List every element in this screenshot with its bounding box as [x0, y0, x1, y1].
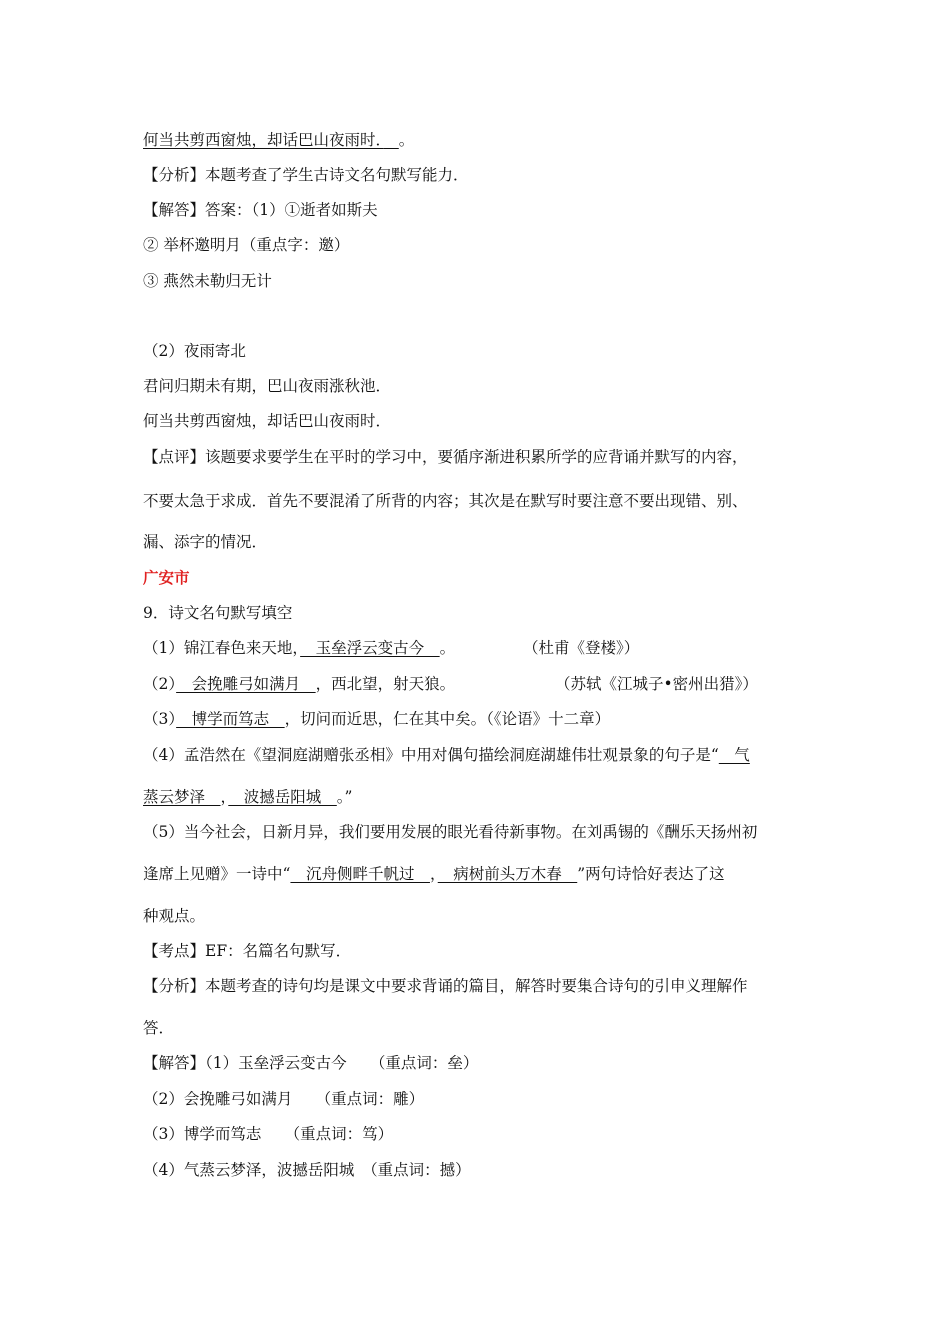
kaodian: 【考点】EF：名篇名句默写．: [143, 942, 352, 960]
question-item-2: （2） 会挽雕弓如满月 ，西北望，射天狼。 （苏轼《江城子•密州出猎》）: [143, 675, 758, 693]
question-item-3: （3） 博学而笃志 ，切问而近思，仁在其中矣。（《论语》十二章）: [143, 710, 611, 728]
prev-solution-line: ③ 燕然未勒归无计: [143, 272, 272, 290]
prev-part2-line: （2）夜雨寄北: [143, 342, 246, 360]
question-item-4-line1: （4）孟浩然在《望洞庭湖赠张丞相》中用对偶句描绘洞庭湖雄伟壮观景象的句子是“ 气: [143, 746, 750, 764]
solution-line: 【解答】（1）玉垒浮云变古今 （重点词：垒）: [143, 1054, 479, 1072]
prev-solution-line: 【解答】答案：（1）①逝者如斯夫: [143, 201, 378, 219]
prev-analysis: 【分析】本题考查了学生古诗文名句默写能力．: [143, 166, 469, 184]
analysis-line: 【分析】本题考查的诗句均是课文中要求背诵的篇目，解答时要集合诗句的引申义理解作: [143, 977, 748, 995]
prev-answer-line: 何当共剪西窗烛，却话巴山夜雨时． 。: [143, 131, 415, 149]
prev-comment-line: 漏、添字的情况．: [143, 533, 268, 551]
answer-blank: 气: [718, 746, 750, 764]
analysis-line: 答．: [143, 1019, 175, 1037]
answer-blank: 沉舟侧畔千帆过: [290, 865, 430, 883]
question-item-5-line3: 种观点。: [143, 907, 206, 925]
solution-line: （4）气蒸云梦泽，波撼岳阳城 （重点词：撼）: [143, 1161, 471, 1179]
answer-blank: 会挽雕弓如满月: [176, 675, 316, 693]
region-heading: 广安市: [143, 569, 190, 587]
source-citation: （杜甫《登楼》）: [523, 639, 640, 657]
answer-blank: 波撼岳阳城: [228, 788, 337, 806]
question-item-5-line1: （5）当今社会，日新月异，我们要用发展的眼光看待新事物。在刘禹锡的《酬乐天扬州初: [143, 823, 758, 841]
prev-part2-line: 君问归期未有期，巴山夜雨涨秋池．: [143, 377, 392, 395]
source-citation: （苏轼《江城子•密州出猎》）: [555, 675, 758, 693]
answer-blank: 蒸云梦泽: [143, 788, 221, 806]
question-item-5-line2: 逢席上见赠》一诗中“ 沉舟侧畔千帆过 ， 病树前头万木春 ”两句诗恰好表达了这: [143, 865, 725, 883]
answer-blank: 病树前头万木春: [437, 865, 578, 883]
question-item-1: （1）锦江春色来天地， 玉垒浮云变古今 。 （杜甫《登楼》）: [143, 639, 640, 657]
solution-line: （3）博学而笃志 （重点词：笃）: [143, 1125, 394, 1143]
prev-comment-line: 【点评】该题要求要学生在平时的学习中，要循序渐进积累所学的应背诵并默写的内容，: [143, 448, 748, 466]
prev-solution-line: ② 举杯邀明月（重点字：邀）: [143, 236, 350, 254]
answer-blank: 玉垒浮云变古今: [300, 639, 440, 657]
question-item-4-line2: 蒸云梦泽 ， 波撼岳阳城 。”: [143, 788, 353, 806]
prev-comment-line: 不要太急于求成．首先不要混淆了所背的内容；其次是在默写时要注意不要出现错、别、: [143, 492, 748, 510]
solution-line: （2）会挽雕弓如满月 （重点词：雕）: [143, 1090, 425, 1108]
prev-part2-line: 何当共剪西窗烛，却话巴山夜雨时．: [143, 412, 392, 430]
answer-blank: 博学而笃志: [176, 710, 285, 728]
underlined-answer: 何当共剪西窗烛，却话巴山夜雨时．: [143, 131, 384, 149]
question-title: 9．诗文名句默写填空: [143, 604, 293, 622]
